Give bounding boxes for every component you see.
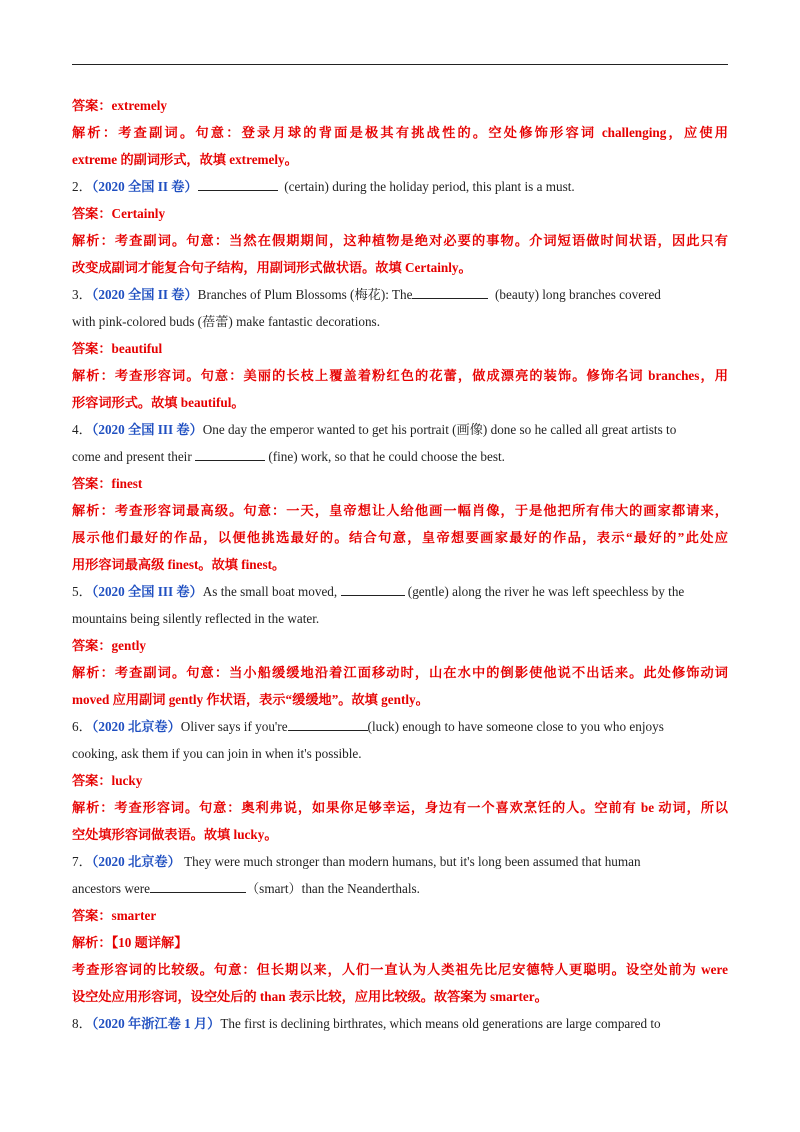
- question-text: Oliver says if you're: [180, 719, 288, 734]
- question-number: 8．: [72, 1016, 92, 1031]
- answer-6: 答案：lucky: [72, 773, 143, 788]
- question-source: （2020 年浙江卷 1 月）: [91, 1016, 221, 1031]
- question-text: (beauty) long branches covered: [495, 287, 661, 302]
- analysis-1-line-2: extreme 的副词形式，故填 extremely。: [72, 152, 298, 167]
- question-8-line-1: [72, 1010, 728, 1037]
- question-text: come and present their: [72, 449, 192, 464]
- question-source: （2020 北京卷）: [91, 719, 181, 734]
- header-rule: [72, 64, 728, 65]
- question-7-line-2: [72, 875, 728, 902]
- question-text: (fine) work, so that he could choose the best.: [268, 449, 505, 464]
- analysis-7-line-2: 考查形容词的比较级。句意：但长期以来，人们一直认为人类祖先比尼安德特人更聪明。设空处前为 were: [72, 962, 728, 977]
- answer-4: 答案：finest: [72, 476, 143, 491]
- question-6-line-1: [72, 713, 728, 740]
- analysis-5-line-2: moved 应用副词 gently 作状语，表示“缓缓地”。故填 gently。: [72, 692, 429, 707]
- answer-2: 答案：Certainly: [72, 206, 166, 221]
- answer-blank: [341, 581, 405, 596]
- question-text: One day the emperor wanted to get his portrait (画像) done so he called all great artists to: [202, 422, 677, 437]
- answer-5: 答案：gently: [72, 638, 146, 653]
- analysis-3-line-2: 形容词形式。故填 beautiful。: [72, 395, 245, 410]
- question-source: （2020 全国 II 卷）: [91, 179, 198, 194]
- answer-3: 答案：beautiful: [72, 341, 163, 356]
- question-text: (gentle) along the river he was left speechless by the: [407, 584, 685, 599]
- analysis-2-line-2: 改变成副词才能复合句子结构，用副词形式做状语。故填 Certainly。: [72, 260, 472, 275]
- analysis-7-line-3: 设空处应用形容词，设空处后的 than 表示比较，应用比较级。故答案为 smarter。: [72, 989, 548, 1004]
- answer-7: 答案：smarter: [72, 908, 157, 923]
- analysis-5-line-1: 解析：考查副词。句意：当小船缓缓地沿着江面移动时，山在水中的倒影使他说不出话来。此处修饰动词: [72, 665, 728, 680]
- analysis-6-line-2: 空处填形容词做表语。故填 lucky。: [72, 827, 278, 842]
- analysis-2-line-1: 解析：考查副词。句意：当然在假期期间，这种植物是绝对必要的事物。介词短语做时间状语，因此只有: [72, 233, 728, 248]
- question-number: 5．: [72, 584, 92, 599]
- answer-blank: [412, 284, 488, 299]
- question-source: （2020 全国 III 卷）: [91, 422, 203, 437]
- answer-1: 答案：extremely: [72, 98, 167, 113]
- analysis-4-line-2: 展示他们最好的作品，以便他挑选最好的。结合句意，皇帝想要画家最好的作品，表示“最好的”此处应: [72, 530, 728, 545]
- answer-blank: [150, 878, 246, 893]
- analysis-1-line-1: 解析：考查副词。句意：登录月球的背面是极其有挑战性的。空处修饰形容词 challenging，应使用: [72, 125, 728, 140]
- question-text: As the small boat moved,: [202, 584, 338, 599]
- question-text: （smart）than the Neanderthals.: [246, 881, 420, 896]
- question-5-line-1: [72, 578, 728, 605]
- question-number: 2．: [72, 179, 92, 194]
- question-2: [72, 173, 728, 200]
- question-5-line-2: mountains being silently reflected in the water.: [72, 611, 320, 626]
- answer-blank: [195, 446, 265, 461]
- question-3-line-1: [72, 281, 728, 308]
- analysis-7-line-1: 解析：【10 题详解】: [72, 935, 188, 950]
- document-body: [72, 92, 728, 1037]
- analysis-4-line-3: 用形容词最高级 finest。故填 finest。: [72, 557, 286, 572]
- question-source: （2020 全国 III 卷）: [91, 584, 203, 599]
- answer-blank: [198, 176, 278, 191]
- question-text: (luck) enough to have someone close to you who enjoys: [367, 719, 664, 734]
- analysis-3-line-1: 解析：考查形容词。句意：美丽的长枝上覆盖着粉红色的花蕾，做成漂亮的装饰。修饰名词 branches，用: [72, 368, 728, 383]
- question-text: (certain) during the holiday period, this plant is a must.: [284, 179, 575, 194]
- question-source: （2020 北京卷）: [91, 854, 181, 869]
- question-4-line-1: [72, 416, 728, 443]
- question-7-line-1: [72, 848, 728, 875]
- question-number: 4．: [72, 422, 92, 437]
- question-6-line-2: cooking, ask them if you can join in when it's possible.: [72, 746, 362, 761]
- question-text: ancestors were: [72, 881, 150, 896]
- question-text: They were much stronger than modern humans, but it's long been assumed that human: [184, 854, 641, 869]
- question-number: 7．: [72, 854, 92, 869]
- question-text: Branches of Plum Blossoms (梅花): The: [197, 287, 413, 302]
- question-4-line-2: [72, 443, 728, 470]
- question-source: （2020 全国 II 卷）: [91, 287, 198, 302]
- question-text: The first is declining birthrates, which means old generations are large compared to: [220, 1016, 661, 1031]
- question-number: 3．: [72, 287, 92, 302]
- analysis-6-line-1: 解析：考查形容词。句意：奥利弗说，如果你足够幸运，身边有一个喜欢烹饪的人。空前有 be 动词，所以: [72, 800, 728, 815]
- question-number: 6．: [72, 719, 92, 734]
- answer-blank: [288, 716, 368, 731]
- question-3-line-2: with pink-colored buds (蓓蕾) make fantastic decorations.: [72, 314, 380, 329]
- analysis-4-line-1: 解析：考查形容词最高级。句意：一天，皇帝想让人给他画一幅肖像，于是他把所有伟大的画家都请来，: [72, 503, 728, 518]
